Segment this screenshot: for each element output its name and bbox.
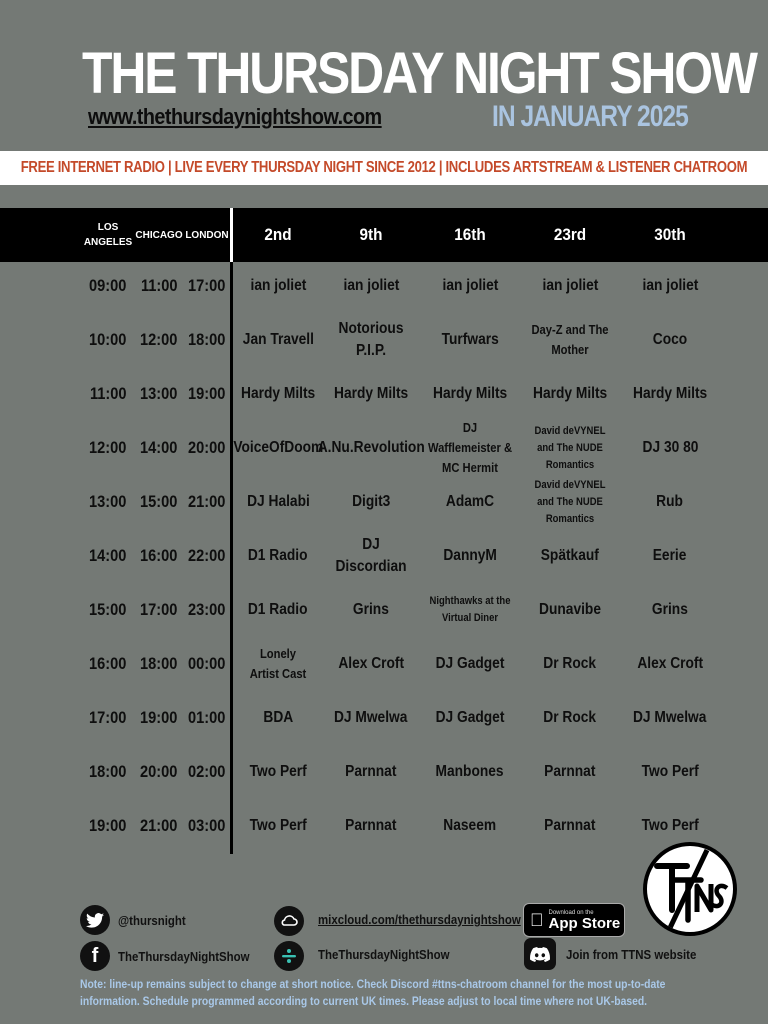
show-cell: A.Nu.Revolution (317, 439, 425, 456)
header-day-3: 16th (454, 225, 486, 244)
show-cell: Two Perf (249, 817, 307, 834)
time-la: 12:00 (89, 438, 127, 457)
header-day-1: 2nd (264, 225, 292, 244)
schedule-row (0, 799, 768, 853)
show-cell: Alex Croft (338, 655, 404, 672)
show-cell: Hardy Milts (240, 385, 316, 402)
header-day-5: 30th (654, 225, 686, 244)
show-cell: Digit3 (351, 493, 391, 510)
twitter-icon[interactable] (80, 905, 110, 935)
header-los-angeles: LOS ANGELES (83, 222, 133, 248)
tunein-name[interactable]: TheThursdayNightShow (318, 947, 450, 962)
show-cell: ian joliet (250, 277, 306, 294)
header-chicago: CHICAGO (135, 229, 183, 241)
show-cell: Hardy Milts (532, 385, 608, 402)
show-cell: ian joliet (442, 277, 498, 294)
time-london: 17:00 (188, 276, 226, 295)
show-cell: Turfwars (441, 331, 499, 348)
schedule-row (0, 259, 768, 313)
show-cell: Parnnat (544, 763, 596, 780)
time-la: 11:00 (89, 384, 127, 403)
time-london: 22:00 (188, 546, 226, 565)
month-label: IN JANUARY 2025 (492, 100, 688, 133)
time-london: 01:00 (188, 708, 226, 727)
ttns-logo (643, 842, 737, 936)
time-london: 18:00 (188, 330, 226, 349)
banner-text: FREE INTERNET RADIO | LIVE EVERY THURSDAY NIGHT SINCE 2012 | INCLUDES ARTSTREAM & LISTENER CHATROOM (20, 159, 748, 176)
show-cell: Naseem (443, 817, 497, 834)
time-la: 16:00 (89, 654, 127, 673)
page-title: THE THURSDAY NIGHT SHOW (82, 41, 756, 106)
time-chicago: 16:00 (140, 546, 178, 565)
time-london: 21:00 (188, 492, 226, 511)
discord-text[interactable]: Join from TTNS website (566, 947, 697, 962)
show-cell: DJ 30 80 (642, 439, 698, 456)
time-london: 02:00 (188, 762, 226, 781)
twitter-handle[interactable]: @thursnight (118, 913, 186, 928)
time-chicago: 13:00 (140, 384, 178, 403)
website-link[interactable]: www.thethursdaynightshow.com (88, 104, 382, 129)
time-la: 10:00 (89, 330, 127, 349)
appstore-large-text: App Store (535, 914, 607, 932)
time-la: 14:00 (89, 546, 127, 565)
time-la: 17:00 (89, 708, 127, 727)
schedule-row (0, 421, 768, 475)
time-chicago: 15:00 (140, 492, 178, 511)
show-cell: ian joliet (542, 277, 598, 294)
header-divider (230, 208, 233, 262)
time-la: 09:00 (89, 276, 127, 295)
show-cell: Dunavibe (539, 601, 601, 618)
show-cell: Jan Travell (242, 331, 314, 348)
show-cell: DJ Gadget (435, 709, 505, 726)
show-cell: David deVYNEL and The NUDE Romantics (534, 478, 606, 525)
facebook-icon[interactable]: f (80, 941, 110, 971)
schedule-row (0, 745, 768, 799)
show-cell: Hardy Milts (432, 385, 508, 402)
show-cell: BDA (263, 709, 293, 726)
time-london: 20:00 (188, 438, 226, 457)
time-london: 23:00 (188, 600, 226, 619)
show-cell: Dr Rock (543, 655, 597, 672)
apple-icon (530, 910, 544, 931)
show-cell: Lonely Artist Cast (249, 646, 307, 681)
header-london: LONDON (185, 229, 229, 241)
show-cell: Rub (656, 493, 684, 510)
schedule-row (0, 367, 768, 421)
show-cell: Parnnat (544, 817, 596, 834)
show-cell: ian joliet (343, 277, 399, 294)
schedule-row (0, 583, 768, 637)
show-cell: D1 Radio (248, 547, 308, 564)
show-cell: Two Perf (249, 763, 307, 780)
discord-icon[interactable] (524, 938, 556, 970)
info-banner (0, 151, 768, 185)
show-cell: Day-Z and The Mother (531, 322, 609, 357)
show-cell: DJ Gadget (435, 655, 505, 672)
show-cell: DannyM (443, 547, 497, 564)
show-cell: Eerie (653, 547, 687, 564)
time-chicago: 18:00 (140, 654, 178, 673)
show-cell: DJ Mwelwa (633, 709, 707, 726)
appstore-small-text: Download on the (535, 909, 581, 916)
time-chicago: 12:00 (140, 330, 178, 349)
time-chicago: 21:00 (140, 816, 178, 835)
tunein-icon[interactable] (274, 941, 304, 971)
time-chicago: 20:00 (140, 762, 178, 781)
show-cell: DJ Mwelwa (334, 709, 408, 726)
app-store-button[interactable] (523, 903, 625, 937)
show-cell: Hardy Milts (333, 385, 409, 402)
show-cell: DJ Wafflemeister & MC Hermit (427, 420, 513, 475)
show-cell: Hardy Milts (632, 385, 708, 402)
schedule-row (0, 637, 768, 691)
header-day-2: 9th (359, 225, 383, 244)
time-chicago: 19:00 (140, 708, 178, 727)
show-cell: Manbones (435, 763, 505, 780)
mixcloud-link[interactable]: mixcloud.com/thethursdaynightshow (318, 912, 521, 927)
time-la: 18:00 (89, 762, 127, 781)
show-cell: DJ Halabi (246, 493, 310, 510)
show-cell: VoiceOfDoom (233, 439, 323, 456)
time-london: 19:00 (188, 384, 226, 403)
show-cell: Dr Rock (543, 709, 597, 726)
show-cell: Grins (353, 601, 389, 618)
schedule-header (0, 208, 768, 262)
show-cell: Coco (652, 331, 688, 348)
show-cell: Two Perf (641, 763, 699, 780)
schedule-row (0, 529, 768, 583)
time-london: 00:00 (188, 654, 226, 673)
schedule-row (0, 475, 768, 529)
time-la: 13:00 (89, 492, 127, 511)
time-chicago: 11:00 (140, 276, 178, 295)
time-chicago: 14:00 (140, 438, 178, 457)
show-cell: ian joliet (642, 277, 698, 294)
footer-note: Note: line-up remains subject to change at short notice. Check Discord #ttns-chatroom channel for the most up-to-date information. Schedule programmed according to current UK times. Please adjust to local time where not UK-based. (80, 979, 666, 1008)
schedule-row (0, 691, 768, 745)
show-cell: Alex Croft (637, 655, 703, 672)
show-cell: Nighthawks at the Virtual Diner (429, 595, 511, 624)
show-cell: Grins (652, 601, 688, 618)
header-day-4: 23rd (553, 225, 587, 244)
show-cell: AdamC (445, 493, 495, 510)
show-cell: DJ Discordian (335, 536, 407, 575)
facebook-page[interactable]: TheThursdayNightShow (118, 949, 250, 964)
show-cell: Parnnat (345, 817, 397, 834)
show-cell: D1 Radio (248, 601, 308, 618)
show-cell: Two Perf (641, 817, 699, 834)
time-la: 15:00 (89, 600, 127, 619)
time-la: 19:00 (89, 816, 127, 835)
time-chicago: 17:00 (140, 600, 178, 619)
show-cell: Spätkauf (540, 547, 600, 564)
show-cell: David deVYNEL and The NUDE Romantics (534, 424, 606, 471)
time-london: 03:00 (188, 816, 226, 835)
mixcloud-icon[interactable] (274, 906, 304, 936)
show-cell: Notorious P.I.P. (338, 320, 404, 359)
schedule-row (0, 313, 768, 367)
show-cell: Parnnat (345, 763, 397, 780)
